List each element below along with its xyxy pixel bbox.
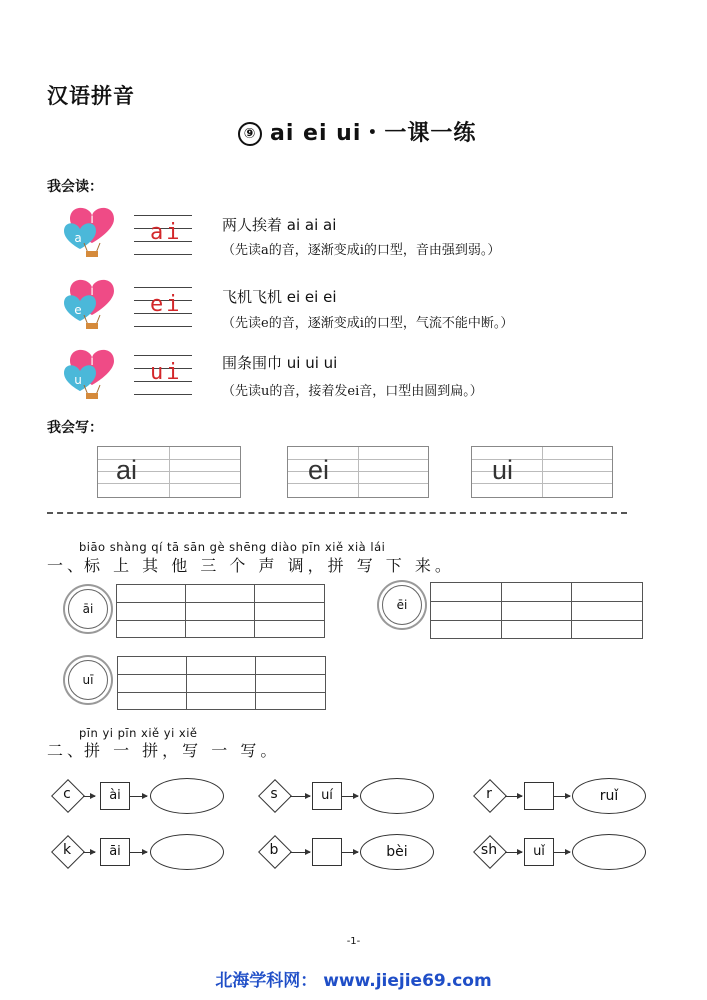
connector bbox=[505, 796, 522, 797]
vowel-letter: a bbox=[74, 231, 82, 245]
connector bbox=[83, 852, 95, 853]
answer-ellipse[interactable]: ruǐ bbox=[572, 778, 646, 814]
writing-box[interactable] bbox=[287, 446, 429, 498]
q1-prefix: 一、 bbox=[47, 556, 88, 575]
connector bbox=[290, 852, 310, 853]
final-ui: ui bbox=[150, 360, 183, 385]
answer-ellipse[interactable] bbox=[150, 778, 224, 814]
q2-prefix: 二、 bbox=[47, 741, 88, 760]
arrow-icon bbox=[130, 796, 147, 797]
read-hint-text: （先读u的音，接着发ei音，口型由圆到扁。） bbox=[222, 384, 483, 399]
answer-ellipse[interactable] bbox=[572, 834, 646, 870]
arrow-icon bbox=[554, 852, 570, 853]
final-ai: ai bbox=[150, 220, 183, 245]
answer-grid[interactable] bbox=[116, 584, 325, 638]
connector bbox=[290, 796, 310, 797]
arrow-icon bbox=[130, 852, 147, 853]
final-box[interactable]: uí bbox=[312, 782, 342, 810]
final-box[interactable] bbox=[524, 782, 554, 810]
q1-text: 标 上 其 他 三 个 声 调，拼 写 下 来。 bbox=[84, 556, 455, 575]
vowel-letter: e bbox=[74, 303, 82, 317]
subject-title: 汉语拼音 bbox=[47, 84, 135, 108]
sun-syllable: uī bbox=[68, 660, 108, 700]
answer-ellipse[interactable]: bèi bbox=[360, 834, 434, 870]
initial-label: b bbox=[269, 842, 279, 858]
initial-label: c bbox=[63, 786, 71, 802]
arrow-icon bbox=[342, 852, 358, 853]
section-divider bbox=[47, 512, 627, 514]
final-box[interactable] bbox=[312, 838, 342, 866]
vowel-letter: u bbox=[74, 373, 82, 387]
lesson-number: ⑨ bbox=[238, 122, 262, 146]
read-heading: 我会读： bbox=[47, 179, 103, 195]
q2-text: 拼 一 拼，写 一 写。 bbox=[84, 741, 281, 760]
footer-link[interactable]: 北海学科网： www.jiejie69.com bbox=[215, 971, 492, 991]
connector bbox=[83, 796, 95, 797]
balloon-letter: i bbox=[90, 284, 94, 299]
page-number: -1- bbox=[346, 936, 361, 947]
read-main-text: 围条围巾 ui ui ui bbox=[222, 354, 338, 372]
sun-syllable: āi bbox=[68, 589, 108, 629]
writing-box[interactable] bbox=[471, 446, 613, 498]
final-box[interactable]: ài bbox=[100, 782, 130, 810]
initial-label: s bbox=[270, 786, 278, 802]
final-box[interactable]: āi bbox=[100, 838, 130, 866]
answer-grid[interactable] bbox=[430, 582, 643, 639]
writing-box-sample: ai bbox=[116, 455, 138, 485]
balloon-letter: i bbox=[90, 354, 94, 369]
lesson-title bbox=[238, 116, 476, 147]
initial-label: sh bbox=[480, 842, 498, 858]
arrow-icon bbox=[554, 796, 570, 797]
balloon-letter: i bbox=[90, 212, 94, 227]
write-heading: 我会写： bbox=[47, 420, 103, 436]
read-main-text: 飞机飞机 ei ei ei bbox=[222, 288, 337, 306]
connector bbox=[505, 852, 522, 853]
q1-pinyin: biāo shàng qí tā sān gè shēng diào pīn xiě xià lái bbox=[79, 540, 386, 554]
writing-box-sample: ui bbox=[492, 455, 514, 485]
writing-box-sample: ei bbox=[308, 455, 330, 485]
final-ei: ei bbox=[150, 292, 183, 317]
read-main-text: 两人挨着 ai ai ai bbox=[222, 216, 337, 234]
read-hint-text: （先读a的音，逐渐变成i的口型，音由强到弱。） bbox=[222, 243, 501, 258]
answer-ellipse[interactable] bbox=[150, 834, 224, 870]
initial-label: r bbox=[486, 786, 492, 802]
answer-grid[interactable] bbox=[117, 656, 326, 710]
initial-label: k bbox=[62, 842, 72, 858]
writing-box[interactable] bbox=[97, 446, 241, 498]
read-hint-text: （先读e的音，逐渐变成i的口型，气流不能中断。） bbox=[222, 316, 514, 331]
final-box[interactable]: uǐ bbox=[524, 838, 554, 866]
sun-syllable: ēi bbox=[382, 585, 422, 625]
arrow-icon bbox=[342, 796, 358, 797]
answer-ellipse[interactable] bbox=[360, 778, 434, 814]
lesson-title-text: ai ei ui・一课一练 bbox=[270, 121, 477, 146]
q2-pinyin: pīn yi pīn xiě yi xiě bbox=[79, 726, 198, 740]
